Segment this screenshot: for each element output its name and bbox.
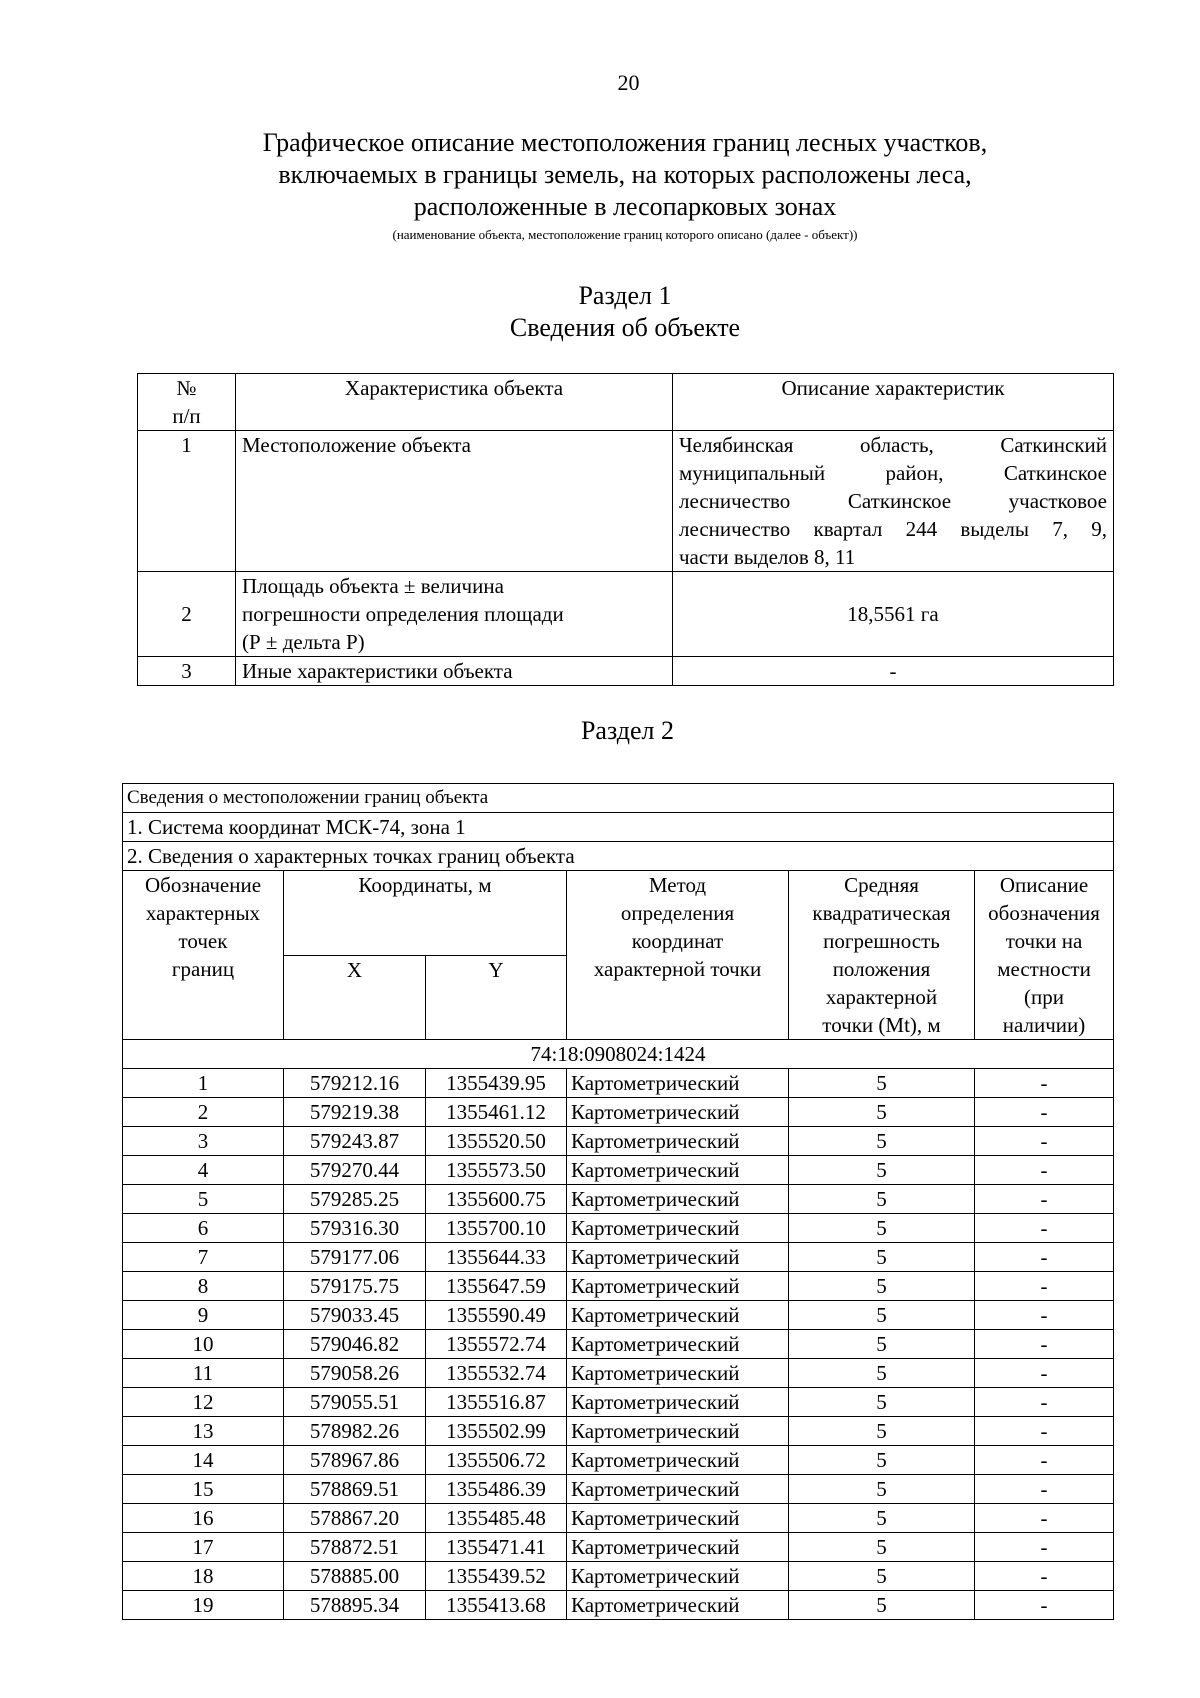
header-line: Метод [648,873,707,897]
header-line: квадратическая [812,901,951,925]
point-mt: 5 [789,1214,975,1243]
header-description: Описание характеристик [673,374,1114,431]
section-2-heading: Раздел 2 [580,716,675,745]
point-number: 13 [123,1417,284,1446]
table-row [123,1127,1114,1156]
point-number: 5 [123,1185,284,1214]
characteristic-line: погрешности определения площади [242,602,564,626]
point-number: 6 [123,1214,284,1243]
point-description: - [975,1533,1114,1562]
point-y: 1355573.50 [426,1156,567,1185]
point-y: 1355572.74 [426,1330,567,1359]
row-characteristic: Иные характеристики объекта [236,657,673,686]
point-number: 7 [123,1243,284,1272]
table-row [123,1591,1114,1620]
header-line: положения [832,957,931,981]
title-subcaption: (наименование объекта, местоположение границ которого описано (далее - объект)) [392,227,858,242]
point-mt: 5 [789,1330,975,1359]
point-method: Картометрический [567,1562,789,1591]
table-row [123,1156,1114,1185]
table-row [138,572,1114,657]
header-terrain [975,871,1114,1040]
points-title-row [123,842,1114,871]
row-description: 18,5561 га [673,572,1114,657]
title-line: Графическое описание местоположения границ лесных участков, [262,128,988,157]
page-number: 20 [617,70,640,95]
point-description: - [975,1243,1114,1272]
point-number: 11 [123,1359,284,1388]
point-method: Картометрический [567,1272,789,1301]
point-mt: 5 [789,1446,975,1475]
description-line: лесничество квартал 244 выделы 7, 9, [679,517,1107,541]
point-method: Картометрический [567,1359,789,1388]
point-description: - [975,1214,1114,1243]
point-description: - [975,1359,1114,1388]
point-y: 1355590.49 [426,1301,567,1330]
section-1-subtitle: Сведения об объекте [509,313,741,342]
points-title: 2. Сведения о характерных точках границ объекта [123,842,1114,871]
point-description: - [975,1185,1114,1214]
point-number: 3 [123,1127,284,1156]
title-line: включаемых в границы земель, на которых расположены леса, [278,160,972,189]
point-y: 1355485.48 [426,1504,567,1533]
header-line: местности [997,957,1091,981]
point-description: - [975,1591,1114,1620]
point-x: 578982.26 [284,1417,426,1446]
header-line: координат [631,929,724,953]
point-method: Картометрический [567,1301,789,1330]
point-mt: 5 [789,1562,975,1591]
point-description: - [975,1069,1114,1098]
table-row [123,1243,1114,1272]
point-method: Картометрический [567,1243,789,1272]
header-method [567,871,789,1040]
table-row [123,1330,1114,1359]
point-y: 1355600.75 [426,1185,567,1214]
point-mt: 5 [789,1301,975,1330]
point-number: 8 [123,1272,284,1301]
point-y: 1355486.39 [426,1475,567,1504]
point-y: 1355520.50 [426,1127,567,1156]
point-mt: 5 [789,1591,975,1620]
point-x: 578869.51 [284,1475,426,1504]
table-row [138,657,1114,686]
header-characteristic: Характеристика объекта [236,374,673,431]
object-info-table [137,373,1114,686]
point-description: - [975,1504,1114,1533]
table-row [123,1272,1114,1301]
point-mt: 5 [789,1098,975,1127]
table-row [123,1301,1114,1330]
point-y: 1355532.74 [426,1359,567,1388]
cadastral-number: 74:18:0908024:1424 [123,1040,1114,1069]
point-number: 17 [123,1533,284,1562]
table-row [123,1388,1114,1417]
point-y: 1355700.10 [426,1214,567,1243]
point-y: 1355502.99 [426,1417,567,1446]
point-mt: 5 [789,1359,975,1388]
header-line: определения [620,901,735,925]
point-method: Картометрический [567,1504,789,1533]
point-number: 4 [123,1156,284,1185]
row-characteristic: Местоположение объекта [236,431,673,572]
table-row [123,1504,1114,1533]
point-x: 579212.16 [284,1069,426,1098]
point-description: - [975,1272,1114,1301]
header-line: точки на [1005,929,1083,953]
section-1-title: Раздел 1 [578,281,672,310]
point-x: 578872.51 [284,1533,426,1562]
point-method: Картометрический [567,1156,789,1185]
row-description [673,431,1114,572]
point-x: 578885.00 [284,1562,426,1591]
point-x: 579058.26 [284,1359,426,1388]
point-mt: 5 [789,1533,975,1562]
point-x: 578895.34 [284,1591,426,1620]
header-line: Средняя [844,873,919,897]
header-line: характерной [825,985,938,1009]
point-x: 578967.86 [284,1446,426,1475]
point-method: Картометрический [567,1446,789,1475]
point-mt: 5 [789,1388,975,1417]
header-line: обозначения [988,901,1100,925]
table-row [123,1069,1114,1098]
point-x: 579046.82 [284,1330,426,1359]
point-number: 14 [123,1446,284,1475]
point-description: - [975,1417,1114,1446]
point-method: Картометрический [567,1069,789,1098]
table-row [123,1214,1114,1243]
header-line: характерных [145,901,261,925]
point-description: - [975,1098,1114,1127]
header-line: границ [171,957,235,981]
header-line: (при [1024,985,1065,1009]
point-method: Картометрический [567,1098,789,1127]
table-row [123,1098,1114,1127]
point-method: Картометрический [567,1388,789,1417]
section-1-heading [0,280,1200,344]
header-line: погрешность [823,929,940,953]
table-row [123,1446,1114,1475]
row-number: 2 [138,572,236,657]
header-y: Y [426,955,567,1040]
point-x: 579033.45 [284,1301,426,1330]
point-y: 1355516.87 [426,1388,567,1417]
row-description: - [673,657,1114,686]
point-number: 15 [123,1475,284,1504]
table-row [123,1533,1114,1562]
point-method: Картометрический [567,1533,789,1562]
point-number: 2 [123,1098,284,1127]
point-x: 579177.06 [284,1243,426,1272]
point-x: 578867.20 [284,1504,426,1533]
point-description: - [975,1330,1114,1359]
point-y: 1355644.33 [426,1243,567,1272]
location-caption: Сведения о местоположении границ объекта [123,784,1114,813]
description-line: муниципальный район, Саткинское [679,461,1107,485]
header-line: точки (Mt), м [822,1013,941,1037]
point-description: - [975,1127,1114,1156]
header-coordinates: Координаты, м [284,871,567,956]
point-mt: 5 [789,1069,975,1098]
point-x: 579270.44 [284,1156,426,1185]
point-x: 579055.51 [284,1388,426,1417]
header-error [789,871,975,1040]
point-number: 19 [123,1591,284,1620]
point-description: - [975,1446,1114,1475]
point-x: 579316.30 [284,1214,426,1243]
point-y: 1355439.52 [426,1562,567,1591]
table-header-row [138,374,1114,431]
point-mt: 5 [789,1127,975,1156]
point-x: 579285.25 [284,1185,426,1214]
point-x: 579175.75 [284,1272,426,1301]
point-x: 579243.87 [284,1127,426,1156]
header-line: точек [178,929,228,953]
point-y: 1355471.41 [426,1533,567,1562]
point-y: 1355439.95 [426,1069,567,1098]
point-method: Картометрический [567,1475,789,1504]
table-header-row [123,871,1114,956]
table-row [123,1475,1114,1504]
table-row [123,1185,1114,1214]
header-number-line: № [176,376,197,400]
point-mt: 5 [789,1243,975,1272]
point-mt: 5 [789,1272,975,1301]
point-number: 12 [123,1388,284,1417]
point-y: 1355506.72 [426,1446,567,1475]
header-designation [123,871,284,1040]
description-line: Челябинская область, Саткинский [679,433,1107,457]
document-title [0,127,1200,223]
point-method: Картометрический [567,1591,789,1620]
point-method: Картометрический [567,1185,789,1214]
point-number: 18 [123,1562,284,1591]
point-method: Картометрический [567,1417,789,1446]
point-x: 579219.38 [284,1098,426,1127]
header-line: характерной точки [593,957,762,981]
point-y: 1355413.68 [426,1591,567,1620]
point-method: Картометрический [567,1127,789,1156]
point-description: - [975,1388,1114,1417]
header-line: наличии) [1002,1013,1086,1037]
caption-row [123,784,1114,813]
point-number: 10 [123,1330,284,1359]
point-description: - [975,1301,1114,1330]
description-line: части выделов 8, 11 [679,545,856,569]
header-line: Обозначение [144,873,262,897]
point-mt: 5 [789,1475,975,1504]
table-row [123,1417,1114,1446]
row-characteristic [236,572,673,657]
row-number: 1 [138,431,236,572]
table-row [123,1359,1114,1388]
point-y: 1355461.12 [426,1098,567,1127]
table-row [123,1562,1114,1591]
header-number-line: п/п [172,404,201,428]
point-description: - [975,1562,1114,1591]
point-number: 16 [123,1504,284,1533]
characteristic-line: Площадь объекта ± величина [242,574,504,598]
header-number [138,374,236,431]
point-mt: 5 [789,1185,975,1214]
point-mt: 5 [789,1417,975,1446]
header-x: X [284,955,426,1040]
system-row [123,813,1114,842]
title-line: расположенные в лесопарковых зонах [413,192,837,221]
point-description: - [975,1475,1114,1504]
point-mt: 5 [789,1156,975,1185]
header-line: Описание [999,873,1089,897]
cadastral-row [123,1040,1114,1069]
description-line: лесничество Саткинское участковое [679,489,1107,513]
point-description: - [975,1156,1114,1185]
characteristic-line: (Р ± дельта Р) [242,630,365,654]
point-number: 1 [123,1069,284,1098]
point-mt: 5 [789,1504,975,1533]
point-number: 9 [123,1301,284,1330]
point-y: 1355647.59 [426,1272,567,1301]
table-row [138,431,1114,572]
point-method: Картометрический [567,1214,789,1243]
coordinate-system: 1. Система координат МСК-74, зона 1 [123,813,1114,842]
coordinates-table [122,783,1114,1620]
point-method: Картометрический [567,1330,789,1359]
row-number: 3 [138,657,236,686]
